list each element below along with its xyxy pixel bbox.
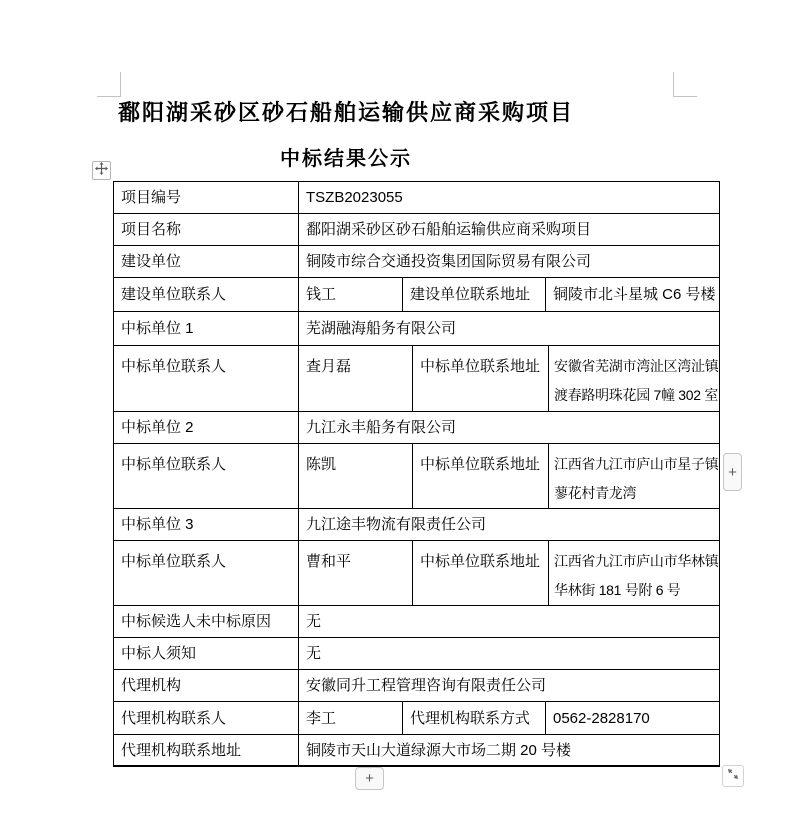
table-row <box>114 638 720 670</box>
field-value-cell[interactable] <box>299 312 720 346</box>
field-label: 建设单位 <box>121 253 182 270</box>
field-label-cell[interactable] <box>114 312 299 346</box>
field-value-cell[interactable] <box>549 541 720 606</box>
field-label: 中标单位联系人 <box>121 358 227 375</box>
margin-corner-mark-right <box>673 72 697 97</box>
field-value-cell[interactable] <box>549 346 720 412</box>
field-value-cell[interactable] <box>299 412 720 444</box>
field-label: 中标单位联系人 <box>121 456 227 473</box>
field-value-cell[interactable] <box>299 638 720 670</box>
field-label: 中标单位联系人 <box>121 553 227 570</box>
field-label-cell[interactable] <box>114 246 299 278</box>
field-label-cell[interactable] <box>403 702 546 735</box>
field-label: 代理机构联系人 <box>121 709 227 727</box>
field-value-cell[interactable] <box>546 278 720 312</box>
field-value: 安徽省芜湖市湾沚区湾沚镇渡春路明珠花园 7幢 302 室 <box>554 358 719 403</box>
field-value: 0562-2828170 <box>553 709 650 727</box>
field-label: 中标单位联系地址 <box>420 553 541 570</box>
field-value: 陈凯 <box>306 456 337 473</box>
field-value-cell[interactable] <box>299 606 720 638</box>
table-row <box>114 412 720 444</box>
field-label: 建设单位联系地址 <box>410 286 531 303</box>
field-label-cell[interactable] <box>114 509 299 541</box>
field-value-cell[interactable] <box>546 702 720 735</box>
field-value: 查月磊 <box>306 358 352 375</box>
field-value: 江西省九江市庐山市华林镇华林街 181 号附 6 号 <box>554 553 719 598</box>
field-value: TSZB2023055 <box>306 189 403 206</box>
field-value-cell[interactable] <box>299 278 403 312</box>
field-label-cell[interactable] <box>114 346 299 412</box>
field-value-cell[interactable] <box>299 509 720 541</box>
field-value-cell[interactable] <box>299 346 413 412</box>
field-label-cell[interactable] <box>114 638 299 670</box>
field-label: 中标候选人未中标原因 <box>121 613 272 630</box>
field-label-cell[interactable] <box>114 541 299 606</box>
field-label: 项目名称 <box>121 221 182 238</box>
field-value: 无 <box>306 645 322 662</box>
insert-column-button[interactable]: + <box>723 453 742 491</box>
field-label-cell[interactable] <box>114 444 299 509</box>
field-value-cell[interactable] <box>299 735 720 766</box>
field-label: 代理机构联系方式 <box>410 709 531 727</box>
field-value: 九江途丰物流有限责任公司 <box>306 516 487 533</box>
field-label-cell[interactable] <box>114 735 299 766</box>
insert-row-button[interactable]: + <box>355 767 384 790</box>
field-value: 铜陵市天山大道绿源大市场二期 20 号楼 <box>306 741 572 759</box>
table-row <box>114 606 720 638</box>
field-value-cell[interactable] <box>299 670 720 702</box>
field-label-cell[interactable] <box>403 278 546 312</box>
table-row <box>114 214 720 246</box>
field-label: 中标单位联系地址 <box>420 456 541 473</box>
field-label-cell[interactable] <box>114 412 299 444</box>
field-label-cell[interactable] <box>114 214 299 246</box>
field-value-cell[interactable] <box>299 702 403 735</box>
table-row <box>114 278 720 312</box>
field-value: 李工 <box>306 709 337 727</box>
field-label: 建设单位联系人 <box>121 286 227 303</box>
table-row <box>114 735 720 766</box>
field-value: 芜湖融海船务有限公司 <box>306 320 457 337</box>
field-label: 中标单位 3 <box>121 516 194 533</box>
move-icon <box>95 162 108 180</box>
table-move-handle[interactable] <box>92 161 111 180</box>
table-row <box>114 182 720 214</box>
field-value-cell[interactable] <box>299 182 720 214</box>
document-title-line2[interactable]: 中标结果公示 <box>280 148 412 170</box>
field-value: 鄱阳湖采砂区砂石船舶运输供应商采购项目 <box>306 221 592 238</box>
field-value-cell[interactable] <box>299 444 413 509</box>
table-resize-handle[interactable] <box>722 765 744 787</box>
field-value: 九江永丰船务有限公司 <box>306 419 457 436</box>
field-label: 代理机构 <box>121 677 182 694</box>
field-label: 中标单位联系地址 <box>420 358 541 375</box>
field-value: 安徽同升工程管理咨询有限责任公司 <box>306 677 547 694</box>
table-row <box>114 509 720 541</box>
field-label-cell[interactable] <box>413 346 549 412</box>
field-value: 铜陵市综合交通投资集团国际贸易有限公司 <box>306 253 592 270</box>
field-value-cell[interactable] <box>549 444 720 509</box>
field-label: 代理机构联系地址 <box>121 741 242 759</box>
table-row <box>114 346 720 412</box>
margin-corner-mark-left <box>97 72 121 97</box>
document-title-line1[interactable]: 鄱阳湖采砂区砂石船舶运输供应商采购项目 <box>117 100 574 125</box>
field-value: 无 <box>306 613 322 630</box>
table-row <box>114 670 720 702</box>
field-value-cell[interactable] <box>299 246 720 278</box>
field-value: 曹和平 <box>306 553 352 570</box>
table-row <box>114 312 720 346</box>
field-value-cell[interactable] <box>299 541 413 606</box>
field-label-cell[interactable] <box>114 702 299 735</box>
field-value-cell[interactable] <box>299 214 720 246</box>
field-label-cell[interactable] <box>413 541 549 606</box>
results-table <box>113 181 720 767</box>
field-value: 铜陵市北斗星城 C6 号楼 <box>553 286 716 303</box>
table-row <box>114 541 720 606</box>
field-label: 项目编号 <box>121 189 182 206</box>
table-row <box>114 246 720 278</box>
field-value: 钱工 <box>306 286 337 303</box>
field-label-cell[interactable] <box>114 606 299 638</box>
field-label-cell[interactable] <box>413 444 549 509</box>
field-label-cell[interactable] <box>114 278 299 312</box>
field-label-cell[interactable] <box>114 670 299 702</box>
resize-diagonal-icon <box>726 767 740 786</box>
field-label: 中标单位 2 <box>121 419 194 436</box>
field-value: 江西省九江市庐山市星子镇蓼花村青龙湾 <box>554 456 719 501</box>
table-row <box>114 444 720 509</box>
field-label: 中标单位 1 <box>121 320 194 337</box>
field-label-cell[interactable] <box>114 182 299 214</box>
field-label: 中标人须知 <box>121 645 197 662</box>
table-row <box>114 702 720 735</box>
